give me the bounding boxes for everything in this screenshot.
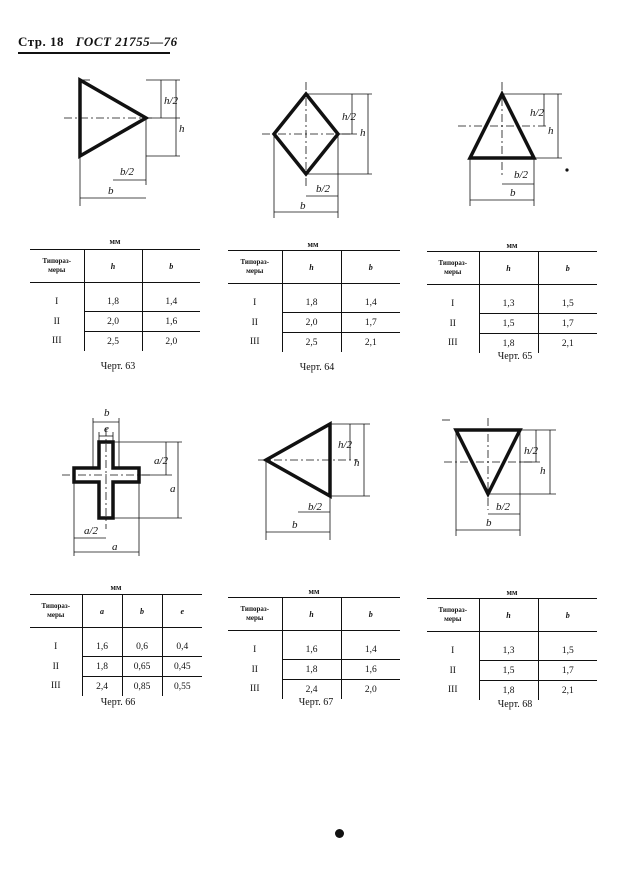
dim-b2: b/2 [316, 183, 331, 195]
dim-a-vertical: a [170, 483, 176, 495]
dim-a-horizontal: a [112, 541, 118, 553]
dim-h: h [179, 123, 185, 135]
dim-b2: b/2 [120, 166, 135, 178]
unit-label: мм [109, 237, 121, 246]
table-row: II 2,0 1,6 [30, 312, 200, 332]
dim-h2: h/2 [530, 107, 545, 119]
table-row: III 1,8 2,1 [427, 334, 597, 354]
ink-blot [335, 829, 344, 838]
dim-h2: h/2 [338, 439, 353, 451]
table-row: I 1,6 1,4 [228, 631, 400, 660]
dim-h: h [360, 127, 366, 139]
table-68: Типораз- меры h b I 1,3 1,5 II 1,5 1,7 III 1,8 2,1 [427, 598, 597, 700]
dim-a2-horizontal: a/2 [84, 525, 99, 537]
table-row: II 1,5 1,7 [427, 314, 597, 334]
table-66: Типораз- меры a b e I 1,6 0,6 0,4 II 1,8 0,65 0,45 III 2,4 0,85 0,55 [30, 594, 202, 696]
table-row: III 1,8 2,1 [427, 681, 597, 701]
page-header [18, 34, 178, 50]
dim-h: h [354, 457, 360, 469]
caption-63: Черт. 63 [100, 361, 136, 372]
figure-67-drawing [258, 412, 398, 552]
table-67: Типораз- меры h b I 1,6 1,4 II 1,8 1,6 III 2,4 2,0 [228, 597, 400, 699]
caption-66: Черт. 66 [100, 697, 136, 708]
dim-b2: b/2 [514, 169, 529, 181]
unit-label: мм [506, 588, 518, 597]
dim-b2: b/2 [496, 501, 511, 513]
figure-63-drawing [60, 70, 200, 210]
unit-label: мм [110, 583, 122, 592]
table-row: I 1,3 1,5 [427, 632, 597, 661]
caption-65: Черт. 65 [497, 351, 533, 362]
caption-64: Черт. 64 [299, 362, 335, 373]
dim-b: b [108, 185, 114, 197]
dim-h: h [548, 125, 554, 137]
figure-65-drawing [458, 78, 598, 218]
table-row: II 1,8 0,65 0,45 [30, 657, 202, 677]
table-row: III 2,4 2,0 [228, 680, 400, 700]
table-row: II 1,8 1,6 [228, 660, 400, 680]
dim-b: b [300, 200, 306, 212]
table-row: I 1,6 0,6 0,4 [30, 628, 202, 657]
table-row: I 1,8 1,4 [30, 283, 200, 312]
table-row: I 1,3 1,5 [427, 285, 597, 314]
dim-b2: b/2 [308, 501, 323, 513]
unit-label: мм [308, 587, 320, 596]
dim-h: h [540, 465, 546, 477]
standard-number: ГОСТ 21755—76 [75, 34, 178, 49]
unit-label: мм [506, 241, 518, 250]
figure-68-drawing [444, 414, 584, 544]
dim-h2: h/2 [164, 95, 179, 107]
table-63: Типораз- меры h b I 1,8 1,4 II 2,0 1,6 III 2,5 2,0 [30, 249, 200, 351]
figure-64-drawing [262, 78, 402, 228]
dim-b: b [510, 187, 516, 199]
dim-b: b [486, 517, 492, 529]
table-row: III 2,5 2,1 [228, 333, 400, 353]
table-row: III 2,4 0,85 0,55 [30, 677, 202, 697]
table-64: Типораз- меры h b I 1,8 1,4 II 2,0 1,7 III 2,5 2,1 [228, 250, 400, 352]
dim-h2: h/2 [524, 445, 539, 457]
unit-label: мм [307, 240, 319, 249]
dim-e: e [104, 423, 109, 435]
table-65: Типораз- меры h b I 1,3 1,5 II 1,5 1,7 III 1,8 2,1 [427, 251, 597, 353]
table-row: I 1,8 1,4 [228, 284, 400, 313]
dim-a2-vertical: a/2 [154, 455, 169, 467]
dim-b: b [292, 519, 298, 531]
dim-h2: h/2 [342, 111, 357, 123]
dim-b: b [104, 407, 110, 419]
page-number: Стр. 18 [18, 34, 64, 49]
table-row: II 1,5 1,7 [427, 661, 597, 681]
figure-66-drawing [62, 404, 192, 564]
caption-67: Черт. 67 [298, 697, 334, 708]
caption-68: Черт. 68 [497, 699, 533, 710]
cross-shape [74, 442, 139, 518]
table-row: II 2,0 1,7 [228, 313, 400, 333]
header-rule [18, 52, 170, 54]
table-row: III 2,5 2,0 [30, 332, 200, 352]
